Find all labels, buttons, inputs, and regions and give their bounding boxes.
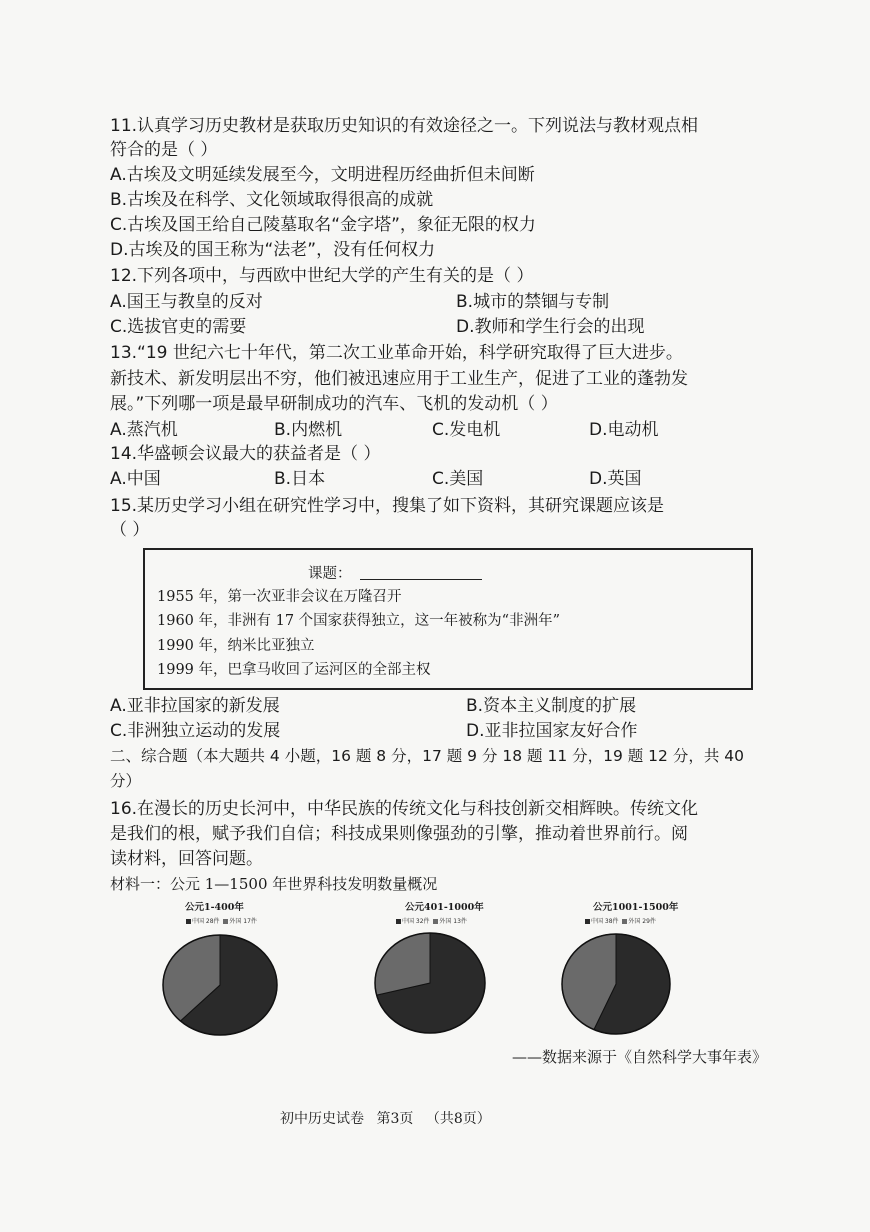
footer-page: 第3页: [376, 1111, 414, 1127]
q11-option-b: B.古埃及在科学、文化领域取得很高的成就: [110, 190, 434, 210]
q15-option-d: D.亚非拉国家友好合作: [466, 721, 638, 741]
q15-box-row: 1999 年，巴拿马收回了运河区的全部主权: [157, 662, 431, 678]
q14-option-b: B.日本: [274, 469, 326, 489]
q13-option-a: A.蒸汽机: [110, 420, 178, 440]
q12-stem: 12.下列各项中，与西欧中世纪大学的产生有关的是（ ）: [110, 266, 534, 286]
q15-box-row: 1990 年，纳米比亚独立: [157, 638, 315, 654]
section2-heading-line1: 二、综合题（本大题共 4 小题，16 题 8 分，17 题 9 分 18 题 11 分，19 题 12 分，共 40: [110, 747, 744, 765]
q14-stem: 14.华盛顿会议最大的获益者是（ ）: [110, 444, 381, 464]
data-source-note: ——数据来源于《自然科学大事年表》: [512, 1048, 768, 1066]
q13-stem-line1: 13.“19 世纪六七十年代，第二次工业革命开始，科学研究取得了巨大进步。: [110, 343, 683, 363]
q11-stem-line2: 符合的是（ ）: [110, 140, 218, 160]
q12-option-b: B.城市的禁锢与专制: [456, 292, 610, 312]
legend-label: 中国 28件: [192, 918, 220, 925]
legend-label: 中国 32件: [402, 918, 430, 925]
legend-label: 中国 38件: [591, 918, 619, 925]
q16-stem-line3: 读材料，回答问题。: [110, 849, 263, 869]
q12-option-a: A.国王与教皇的反对: [110, 292, 263, 312]
q15-stem-line1: 15.某历史学习小组在研究性学习中，搜集了如下资料，其研究课题应该是: [110, 496, 665, 516]
q15-option-c: C.非洲独立运动的发展: [110, 721, 281, 741]
page-footer: [280, 1108, 499, 1128]
legend-label: 外国 13件: [439, 918, 467, 925]
q13-option-c: C.发电机: [432, 420, 501, 440]
legend-label: 外国 29件: [628, 918, 656, 925]
q16-material-1-label: 材料一：公元 1—1500 年世界科技发明数量概况: [110, 875, 438, 893]
footer-total: （共8页）: [425, 1111, 491, 1127]
q15-option-a: A.亚非拉国家的新发展: [110, 696, 280, 716]
section2-heading-line2: 分）: [110, 772, 142, 790]
q14-option-c: C.美国: [432, 469, 484, 489]
q13-option-b: B.内燃机: [274, 420, 343, 440]
q13-option-d: D.电动机: [589, 420, 659, 440]
q12-option-c: C.选拔官吏的需要: [110, 317, 247, 337]
q15-option-b: B.资本主义制度的扩展: [466, 696, 637, 716]
footer-title: 初中历史试卷: [280, 1111, 364, 1127]
q14-option-a: A.中国: [110, 469, 161, 489]
pie-title-3: 公元1001-1500年: [593, 902, 679, 913]
pie-title-1: 公元1-400年: [185, 902, 244, 913]
q15-box-row: 1955 年，第一次亚非会议在万隆召开: [157, 589, 402, 605]
q15-box-title: 课题：: [308, 566, 352, 582]
q16-stem-line1: 16.在漫长的历史长河中，中华民族的传统文化与科技创新交相辉映。传统文化: [110, 799, 699, 819]
q11-stem-line1: 11.认真学习历史教材是获取历史知识的有效途径之一。下列说法与教材观点相: [110, 116, 699, 136]
q13-stem-line3: 展。”下列哪一项是最早研制成功的汽车、飞机的发动机（ ）: [110, 394, 558, 414]
q11-option-a: A.古埃及文明延续发展至今，文明进程历经曲折但未间断: [110, 165, 535, 185]
q15-box-row: 1960 年，非洲有 17 个国家获得独立，这一年被称为“非洲年”: [157, 613, 561, 629]
pie-title-2: 公元401-1000年: [405, 902, 484, 913]
q12-option-d: D.教师和学生行会的出现: [456, 317, 645, 337]
q11-option-c: C.古埃及国王给自己陵墓取名“金字塔”，象征无限的权力: [110, 215, 536, 235]
legend-label: 外国 17件: [229, 918, 257, 925]
q14-option-d: D.英国: [589, 469, 642, 489]
q15-stem-line2: （ ）: [110, 520, 150, 540]
q13-stem-line2: 新技术、新发明层出不穷，他们被迅速应用于工业生产，促进了工业的蓬勃发: [110, 369, 688, 389]
q11-option-d: D.古埃及的国王称为“法老”，没有任何权力: [110, 240, 436, 260]
q16-stem-line2: 是我们的根，赋予我们自信；科技成果则像强劲的引擎，推动着世界前行。阅: [110, 824, 688, 844]
